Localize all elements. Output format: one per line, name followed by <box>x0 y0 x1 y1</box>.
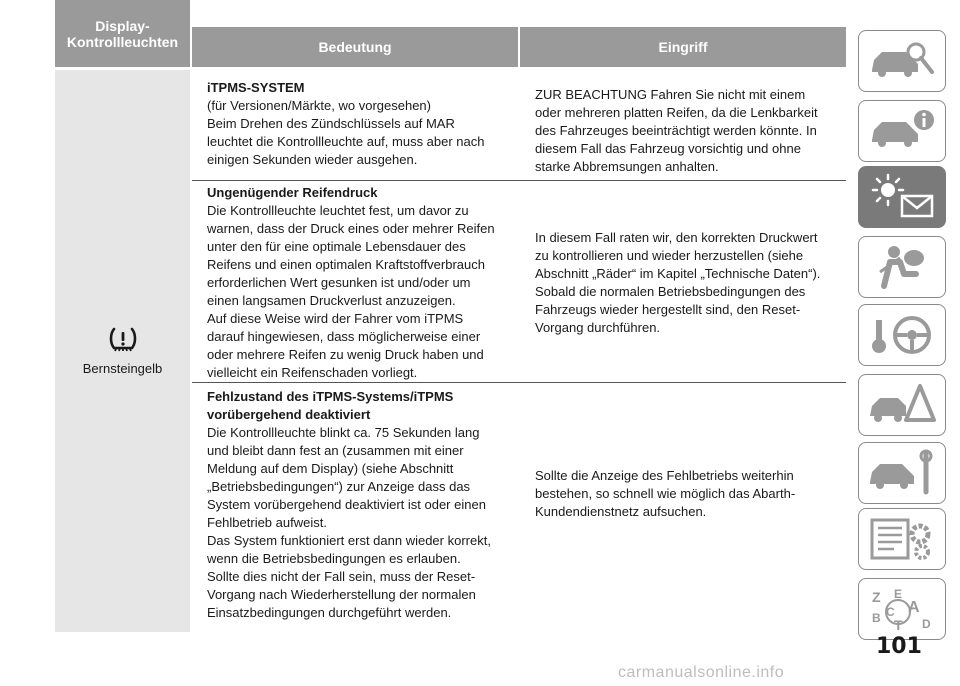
row1-bedeutung <box>207 79 517 169</box>
specs-gear-icon <box>864 514 940 564</box>
text-line: Sobald die normalen Betriebsbedingungen des <box>535 284 806 299</box>
page-number: 101 <box>876 634 922 659</box>
text-line: Abschnitt „Räder“ im Kapitel „Technische Daten“). <box>535 266 821 281</box>
text-line: Die Kontrollleuchte blinkt ca. 75 Sekunden lang <box>207 425 480 440</box>
index-letter: B <box>872 611 881 625</box>
header-display-label: Display- Kontrollleuchten <box>66 17 179 50</box>
warning-light-message-icon <box>864 172 940 222</box>
tab-safety[interactable] <box>858 236 946 298</box>
tire-pressure-warning-icon <box>108 327 138 353</box>
text-line: leuchtet die Kontrollleuchte auf, muss aber nach <box>207 134 485 149</box>
row2-bedeutung <box>207 184 517 382</box>
row3-bedeutung <box>207 388 522 622</box>
text-line: Sollte die Anzeige des Fehlbetriebs weiterhin <box>535 468 794 483</box>
tab-car-overview[interactable] <box>858 30 946 92</box>
row2-title: Ungenügender Reifendruck <box>207 185 378 200</box>
text-line: darauf hingewiesen, dass möglicherweise einer <box>207 329 481 344</box>
text-line: Sollte dies nicht der Fall sein, muss der Reset- <box>207 569 476 584</box>
header-bedeutung-label: Bedeutung <box>318 39 392 55</box>
text-line: oder mehrere Reifen zu wenig Druck haben und <box>207 347 484 362</box>
alphabetical-index-icon <box>864 584 940 634</box>
watermark: carmanualsonline.info <box>618 664 785 681</box>
text-line: erforderlichen Wert gesunken ist und/oder um <box>207 275 471 290</box>
row3-title-line: Fehlzustand des iTPMS-Systems/iTPMS <box>207 389 454 404</box>
text-line: Die Kontrollleuchte leuchtet fest, um davor zu <box>207 203 469 218</box>
index-letter: E <box>894 587 903 601</box>
header-bedeutung <box>192 27 518 67</box>
text-line: wenn die Betriebsbedingungen es erlauben. <box>207 551 461 566</box>
text-line: Fahrzeugs wieder hergestellt sind, den Reset- <box>535 302 801 317</box>
tab-index[interactable] <box>858 578 946 640</box>
row3-eingriff <box>535 467 845 521</box>
text-line: Auf diese Weise wird der Fahrer vom iTPMS <box>207 311 464 326</box>
tab-emergency[interactable] <box>858 374 946 436</box>
tab-car-info[interactable] <box>858 100 946 162</box>
row-divider <box>192 180 846 181</box>
text-line: Das System funktioniert erst dann wieder korrekt, <box>207 533 491 548</box>
header-eingriff-label: Eingriff <box>658 39 708 55</box>
text-line: Meldung auf dem Display) (siehe Abschnitt <box>207 461 454 476</box>
text-line: zu kontrollieren und wieder herzustellen (siehe <box>535 248 804 263</box>
index-letter: A <box>908 599 920 616</box>
header-display <box>55 0 190 67</box>
header-eingriff <box>520 27 846 67</box>
text-line: Vorgang nach Wiederherstellung der normalen <box>207 587 476 602</box>
text-line: einen langsamen Druckverlust anzuzeigen. <box>207 293 456 308</box>
row3-title-line: vorübergehend deaktiviert <box>207 407 371 422</box>
text-line: Fehlbetrieb aufweist. <box>207 515 327 530</box>
text-line: Beim Drehen des Zündschlüssels auf MAR <box>207 116 455 131</box>
text-line: oder mehreren platten Reifen, da die Lenkbarkeit <box>535 105 818 120</box>
text-line: und bleibt dann fest an (zusammen mit einer <box>207 443 464 458</box>
warning-lights-table <box>55 17 846 632</box>
row1-eingriff <box>535 86 845 176</box>
text-line: unter den für eine optimale Lebensdauer des <box>207 239 466 254</box>
text-line: des Fahrzeuges beeinträchtigt werden könnte. In <box>535 123 817 138</box>
car-info-icon <box>864 106 940 156</box>
text-line: Reifens und einen optimalen Kraftstoffverbrauch <box>207 257 485 272</box>
lamp-column <box>55 70 190 632</box>
text-line: starke Abbremsungen anhalten. <box>535 159 719 174</box>
text-line: bestehen, so schnell wie möglich das Abarth- <box>535 486 796 501</box>
text-line: Vorgang durchführen. <box>535 320 661 335</box>
text-line: System vorübergehend deaktiviert ist oder einen <box>207 497 486 512</box>
text-line: diesem Fall das Fahrzeug vorsichtig und ohne <box>535 141 801 156</box>
tab-maintenance[interactable] <box>858 442 946 504</box>
index-letter: D <box>922 617 931 631</box>
text-line: „Betriebsbedingungen“) zur Anzeige dass das <box>207 479 471 494</box>
row2-eingriff <box>535 229 845 337</box>
tab-warning-lights[interactable] <box>858 166 946 228</box>
text-line: (für Versionen/Märkte, wo vorgesehen) <box>207 98 431 113</box>
text-line: Einsatzbedingungen durchgeführt werden. <box>207 605 452 620</box>
index-letter: Z <box>872 589 881 605</box>
tab-starting-driving[interactable] <box>858 304 946 366</box>
row1-title: iTPMS-SYSTEM <box>207 80 305 95</box>
airbag-seat-icon <box>864 242 940 292</box>
index-letter: T <box>894 617 903 633</box>
lamp-color-label: Bernsteingelb <box>82 360 163 376</box>
emergency-triangle-icon <box>864 380 940 430</box>
row-divider <box>192 382 846 383</box>
car-search-icon <box>864 36 940 86</box>
index-letter: C <box>886 605 895 619</box>
car-wrench-icon <box>864 448 940 498</box>
text-line: ZUR BEACHTUNG Fahren Sie nicht mit einem <box>535 87 806 102</box>
text-line: In diesem Fall raten wir, den korrekten Druckwert <box>535 230 818 245</box>
text-line: Kundendienstnetz aufsuchen. <box>535 504 707 519</box>
text-line: warnen, dass der Druck eines oder mehrer Reifen <box>207 221 495 236</box>
text-line: einigen Sekunden wieder ausgehen. <box>207 152 418 167</box>
key-steering-wheel-icon <box>864 310 940 360</box>
text-line: vielleicht ein Reifenschaden vorliegt. <box>207 365 418 380</box>
tab-technical-data[interactable] <box>858 508 946 570</box>
